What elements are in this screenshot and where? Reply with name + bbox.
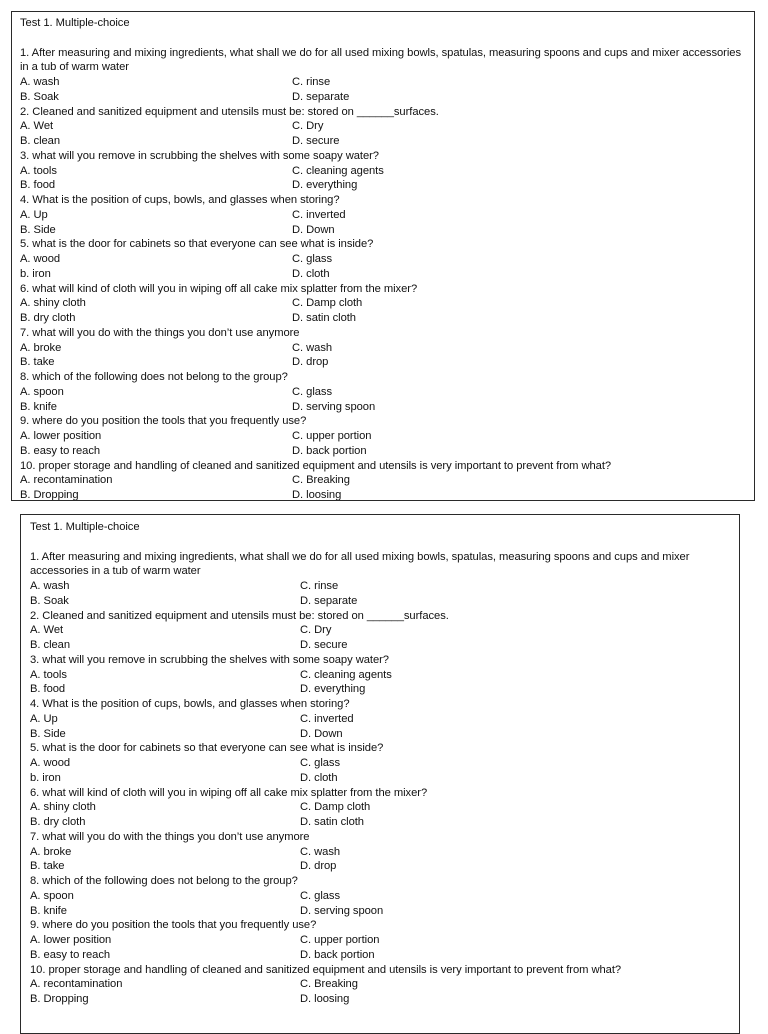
question-text: 1. After measuring and mixing ingredients, what shall we do for all used mixing bowls, spatulas, measuring spoons and cups and mixer accessories in a tub of warm water [30,550,690,578]
answer-option: B. take [20,356,55,369]
answer-option: C. upper portion [300,934,380,946]
answer-option: A. broke [20,341,62,354]
option-row [30,579,739,594]
question-block [20,326,754,370]
option-row [20,341,754,356]
option-row [20,90,754,105]
answer-option: B. easy to reach [30,948,111,961]
answer-option: C. cleaning agents [292,164,384,177]
answer-option: A. wash [20,76,60,88]
answer-option: D. loosing [300,993,350,1005]
answer-option: C. Damp cloth [292,297,363,310]
answer-option: b. iron [20,267,51,280]
answer-option: B. Dropping [20,489,79,501]
question-block [20,105,754,149]
question-text: 5. what is the door for cabinets so that everyone can see what is inside? [20,238,374,251]
question-block [20,149,754,193]
answer-option: A. recontamination [20,474,113,487]
test-title: Test 1. Multiple-choice [20,17,130,29]
answer-option: C. glass [292,253,333,265]
answer-option: D. separate [300,594,358,607]
answer-option: A. Up [30,712,58,725]
question-text: 4. What is the position of cups, bowls, and glasses when storing? [20,194,340,206]
option-row [30,859,739,874]
question-text: 1. After measuring and mixing ingredients, what shall we do for all used mixing bowls, spatulas, measuring spoons and cups and mixer accessories in a tub of warm water [20,46,741,74]
question-block [20,193,754,237]
question-text: 9. where do you position the tools that you frequently use? [20,415,307,428]
option-row [20,473,754,488]
question-text: 8. which of the following does not belong to the group? [30,875,298,887]
answer-option: b. iron [30,771,61,784]
question-block [30,786,739,830]
option-row [30,756,739,771]
question-text: 6. what will kind of cloth will you in wiping off all cake mix splatter from the mixer? [30,786,428,799]
option-row [20,267,754,282]
option-row [20,444,754,459]
answer-option: C. cleaning agents [300,668,392,681]
question-block [30,963,739,1007]
answer-option: D. Down [292,223,335,236]
question-block [30,609,739,653]
question-block [30,653,739,697]
option-row [30,992,739,1007]
answer-option: A. tools [30,668,67,681]
answer-option: A. wash [30,580,70,592]
answer-option: C. wash [300,845,341,858]
question-text: 5. what is the door for cabinets so that everyone can see what is inside? [30,742,384,755]
answer-option: C. inverted [300,712,354,725]
test-content [30,520,739,1007]
answer-option: B. Side [30,727,66,740]
answer-option: D. satin cloth [300,816,364,828]
question-text: 8. which of the following does not belong to the group? [20,371,288,383]
question-block [30,830,739,874]
test-content [20,16,754,501]
question-text: 9. where do you position the tools that you frequently use? [30,919,317,932]
option-row [30,727,739,742]
question-text: 3. what will you remove in scrubbing the shelves with some soapy water? [20,149,379,162]
option-row [30,933,739,948]
option-row [20,311,754,326]
option-row [30,771,739,786]
answer-option: A. Wet [30,624,64,637]
answer-option: D. secure [300,639,348,651]
answer-option: A. recontamination [30,978,123,991]
question-block [20,237,754,281]
answer-option: D. cloth [292,267,330,280]
option-row [30,623,739,638]
question-block [30,918,739,962]
answer-option: D. Down [300,727,343,740]
option-row [30,948,739,963]
option-row [20,488,754,501]
option-row [20,223,754,238]
answer-option: C. Dry [300,624,332,637]
option-row [20,164,754,179]
option-row [30,712,739,727]
answer-option: C. wash [292,341,333,354]
option-row [30,815,739,830]
answer-option: D. satin cloth [292,312,356,324]
question-block [30,550,739,609]
question-block [20,459,754,502]
test-title: Test 1. Multiple-choice [30,521,140,533]
answer-option: A. tools [20,164,57,177]
option-row [20,75,754,90]
question-text: 7. what will you do with the things you don’t use anymore [30,830,310,843]
answer-option: C. glass [300,889,341,902]
answer-option: C. upper portion [292,430,372,442]
answer-option: B. Soak [30,594,69,607]
question-block [20,370,754,414]
answer-option: A. shiny cloth [30,801,96,814]
answer-option: D. everything [292,179,358,192]
answer-option: B. Dropping [30,993,89,1005]
answer-option: C. rinse [292,76,331,88]
option-row [30,682,739,697]
question-list [20,46,754,502]
test-sheet-copy-1 [11,11,755,501]
answer-option: D. cloth [300,771,338,784]
answer-option: D. loosing [292,489,342,501]
answer-option: A. spoon [20,385,64,398]
answer-option: B. food [30,683,66,696]
answer-option: B. take [30,860,65,873]
answer-option: D. back portion [292,444,367,457]
answer-option: B. knife [20,400,57,413]
answer-option: A. wood [30,757,71,769]
option-row [20,252,754,267]
answer-option: A. Wet [20,120,54,133]
answer-option: D. secure [292,135,340,147]
option-row [30,845,739,860]
option-row [30,638,739,653]
answer-option: B. easy to reach [20,444,101,457]
option-row [30,904,739,919]
answer-option: D. drop [300,860,337,873]
answer-option: B. Soak [20,90,59,103]
question-block [20,46,754,105]
answer-option: B. dry cloth [20,312,76,324]
answer-option: C. Dry [292,120,324,133]
option-row [20,429,754,444]
answer-option: A. broke [30,845,72,858]
answer-option: A. lower position [20,430,102,442]
answer-option: C. glass [300,757,341,769]
answer-option: C. glass [292,385,333,398]
answer-option: D. serving spoon [300,904,384,917]
answer-option: B. Side [20,223,56,236]
option-row [20,400,754,415]
question-text: 2. Cleaned and sanitized equipment and utensils must be: stored on ______surfaces. [20,105,439,118]
option-row [20,178,754,193]
answer-option: D. separate [292,90,350,103]
answer-option: C. inverted [292,208,346,221]
answer-option: B. dry cloth [30,816,86,828]
option-row [20,119,754,134]
answer-option: A. lower position [30,934,112,946]
answer-option: D. drop [292,356,329,369]
option-row [20,385,754,400]
question-list [30,550,739,1007]
question-block [20,282,754,326]
answer-option: A. spoon [30,889,74,902]
question-text: 7. what will you do with the things you don’t use anymore [20,326,300,339]
question-block [30,741,739,785]
answer-option: A. wood [20,253,61,265]
answer-option: D. serving spoon [292,400,376,413]
option-row [20,208,754,223]
answer-option: B. clean [20,135,61,147]
answer-option: B. food [20,179,56,192]
question-block [30,874,739,918]
question-text: 10. proper storage and handling of cleaned and sanitized equipment and utensils is very important to prevent from what? [20,459,612,472]
option-row [30,668,739,683]
question-text: 10. proper storage and handling of cleaned and sanitized equipment and utensils is very important to prevent from what? [30,963,622,976]
option-row [30,889,739,904]
option-row [30,800,739,815]
option-row [30,594,739,609]
question-block [30,697,739,741]
answer-option: B. clean [30,639,71,651]
question-text: 4. What is the position of cups, bowls, and glasses when storing? [30,698,350,710]
test-sheet-copy-2 [20,514,740,1034]
answer-option: D. everything [300,683,366,696]
answer-option: C. rinse [300,580,339,592]
option-row [30,977,739,992]
answer-option: B. knife [30,904,67,917]
question-block [20,414,754,458]
question-text: 6. what will kind of cloth will you in wiping off all cake mix splatter from the mixer? [20,282,418,295]
question-text: 2. Cleaned and sanitized equipment and utensils must be: stored on ______surfaces. [30,609,449,622]
question-text: 3. what will you remove in scrubbing the shelves with some soapy water? [30,653,389,666]
option-row [20,134,754,149]
answer-option: A. Up [20,208,48,221]
answer-option: A. shiny cloth [20,297,86,310]
answer-option: C. Breaking [292,474,350,487]
answer-option: D. back portion [300,948,375,961]
option-row [20,296,754,311]
answer-option: C. Damp cloth [300,801,371,814]
option-row [20,355,754,370]
answer-option: C. Breaking [300,978,358,991]
